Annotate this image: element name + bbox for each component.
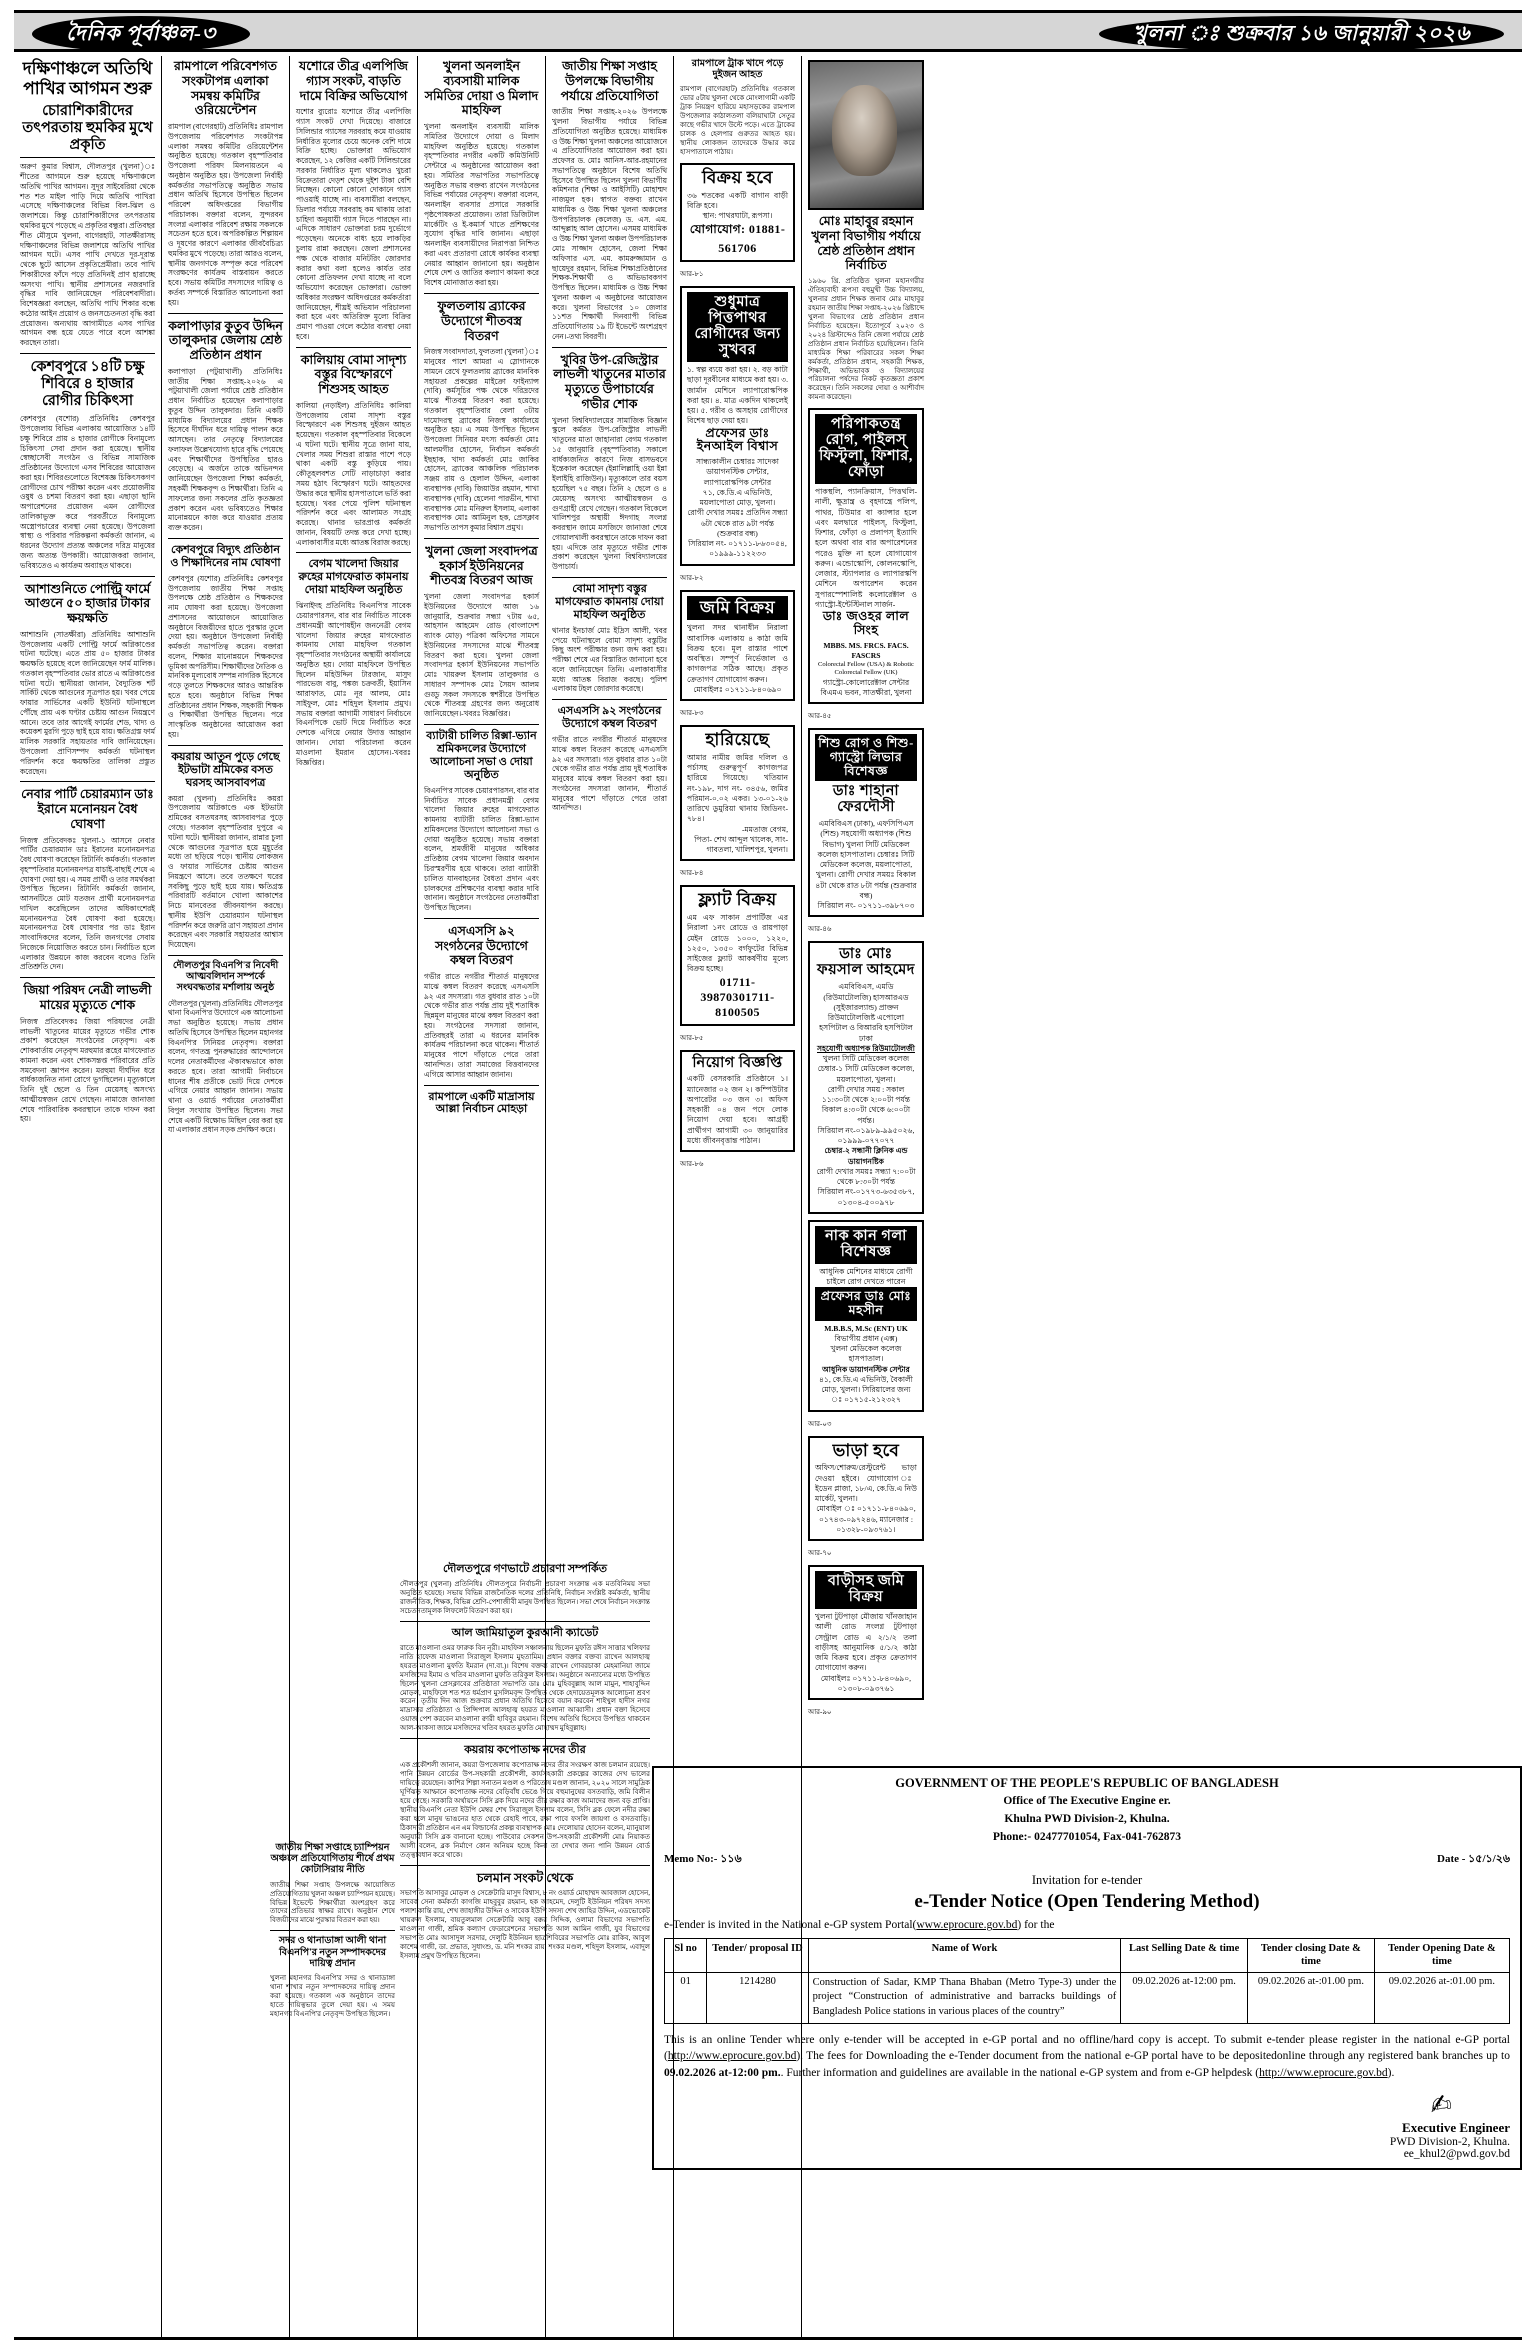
ad-jomi-ref: আর-৮৩ [680,709,704,718]
ad-gallstone-title: শুধুমাত্র পিত্তপাথর রোগীদের জন্য সুখবর [687,292,788,362]
ad-hariyeche-body: আমার নামীয় জমির দলিল ও পর্চাসহ গুরুত্বপূর্ণ কাগজপত্র হারিয়ে গিয়েছে। খতিয়ান নং-১৯৮, দাগ নং- ৩৪৫৬, জমির পরিমান-০.০২ একর। ১৩-০১-২৬ তারিখে ডুমুরিয়া থানায় জিডিনং- ৭৮৪। [687,752,788,824]
tender-notice [652,1766,1522,2170]
footer-rule [14,2337,1522,2340]
tender-note-url-1[interactable]: http://www.eprocure.gov.bd [667,2050,797,2063]
c2-body-4: কয়রা (খুলনা) প্রতিনিধিঃ কয়রা উপজেলায় অগ্নিকাণ্ডে এক ইটভাটা শ্রমিকের বসতঘরসহ আসবাবপত্র পুড়ে গেছে। গতকাল বৃহস্পতিবার দুপুরে এ ঘটনা ঘটে। স্থানীয়রা জানান, রান্নার চুলা থেকে আগুনের সূত্রপাত হয়ে মুহূর্তের মধ্যে তা ছড়িয়ে পড়ে। স্থানীয় লোকজন ও ফায়ার সার্ভিসের চেষ্টায় আগুন নিয়ন্ত্রণে আসে। তবে ততক্ষণে ঘরের সবকিছু পুড়ে ছাই হয়ে যায়। ক্ষতিগ্রস্ত পরিবারটি বর্তমানে খোলা আকাশের নিচে মানবেতর জীবনযাপন করছে। স্থানীয় ইউপি চেয়ারম্যান ঘটনাস্থল পরিদর্শন করে জরুরি ত্রাণ সহায়তা প্রদান করেছেন এবং সরকারি সহায়তার আশ্বাস দিয়েছেন। [168,793,283,950]
ad-gallstone[interactable] [680,286,795,565]
tender-lead [664,1919,1510,1931]
tender-lead-pre: e-Tender is invited in the National e-GP system Portal( [664,1919,917,1932]
c4-headline-4: ব্যাটারী চালিত রিক্সা-ভ্যান শ্রমিকদলের উদ্যোগে আলোচনা সভা ও দোয়া অনুষ্ঠিত [426,730,537,781]
c4-body-5: গভীর রাতে নগরীর শীতার্ত মানুষদের মাঝে কম্বল বিতরণ করেছে এসএসসি ৯২ এর সদস্যরা। গত বুধবার রাত ১০টা থেকে গভীর রাত পর্যন্ত প্রায় দুই শতাধিক ছিন্নমূল মানুষের মাঝে কম্বল বিতরণ করা হয়। সংগঠনের সদস্যরা জানান, প্রতিবছরই তারা এ ধরনের মানবিক কার্যক্রম পরিচালনা করে থাকেন। শীতার্ত মানুষের পাশে দাঁড়াতে পেরে তারা আনন্দিত। তারা সমাজের বিত্তবানদের এগিয়ে আসার আহ্বান জানান। [424,972,539,1079]
td-opening: 09.02.2026 at-:01.00 pm. [1374,1972,1509,2023]
ad-gallstone-doctor: প্রফেসর ডাঃ ইনআইল বিশ্বাস [696,425,779,454]
bottom-body-1: দৌলতপুর (খুলনা) প্রতিনিধিঃ দৌলতপুরে নির্বাচনী প্রচারণা সংক্রান্ত এক মতবিনিময় সভা অনুষ্ঠিত হয়েছে। সভায় বিভিন্ন রাজনৈতিক দলের প্রতিনিধি, নির্বাচন সংশ্লিষ্ট কর্মকর্তা, স্থানীয় রাজনীতিক, শিক্ষক, বিভিন্ন শ্রেণি-পেশাজীবী মানুষ উপস্থিত ছিলেন। সভা শেষে নির্বাচন সংক্রান্ত সচেতনতামূলক লিফলেট বিতরণ করা হয়। [400,1579,650,1615]
ad-flat-title: ফ্ল্যাট বিক্রয় [698,890,777,910]
ad-jomi-title: জমি বিক্রয় [687,596,788,621]
c1-headline-5: জিয়া পরিষদ নেত্রী লাভলী মায়ের মৃত্যুতে শোক [23,983,152,1012]
ad-colorectal-address: বিএমএ ভবন, সাতক্ষীরা, খুলনা [820,687,912,697]
tender-table [664,1938,1510,2023]
ad-rheumatology-time: রোগী দেখার সময় : সকাল ১১:৩০টা থেকে ২:০০টা পর্যন্ত বিকাল ৪:৩০টা থেকে ৬:০০টা পর্যন্ত। [821,1084,911,1125]
ad-gallstone-time: রোগী দেখার সময়ঃ প্রতিদিন সন্ধ্যা ৬টা থেকে রাত ৯টা পর্যন্ত (শুক্রবার বন্ধ) [687,508,788,538]
ad-rheumatology[interactable] [808,941,924,1213]
ad-ent-title: নাক কান গলা বিশেষজ্ঞ [815,1226,917,1264]
column-1 [14,56,162,2338]
c2-headline-3: কেশবপুরে বিদ্যুৎ প্রতিষ্ঠান ও শিক্ষাদিনের নাম ঘোষণা [170,543,281,569]
ad-hariyeche-ref: আর-৮৪ [680,869,704,878]
portrait-photo [808,60,924,210]
td-work: Construction of Sadar, KMP Thana Bhaban (Metro Type-3) under the project “Construction of administrative and barracks buildings of Bangladesh Police stations in various places of the country” [808,1972,1121,2023]
c4-body-4: বিএনপি'র সাবেক চেয়ারপারসন, বার বার নির্বাচিত সাবেক প্রধানমন্ত্রী বেগম খালেদা জিয়ার রুহের মাগফেরাত কামনায় ব্যাটারী চালিত রিক্সা-ভ্যান শ্রমিকদলের উদ্যোগে আলোচনা সভা ও দোয়া অনুষ্ঠিত হয়েছে। সভায় বক্তারা বলেন, শ্রমজীবী মানুষের অধিকার প্রতিষ্ঠায় বেগম খালেদা জিয়ার অবদান চিরস্মরণীয় হয়ে থাকবে। তারা ব্যাটারী চালিত যানবাহনের বৈধতা প্রদান এবং চালকদের প্রশিক্ষণের ব্যবস্থা করার দাবি জানান। অনুষ্ঠানে সংগঠনের নেতাকর্মীরা উপস্থিত ছিলেন। [424,785,539,913]
bottom-body-6: খুলনা মহানগর বিএনপি'র সদর ও থানাডাঙ্গা থানা শাখার নতুন সম্পাদকদের দায়িত্ব প্রদান করা হয়েছে। গতকাল এক অনুষ্ঠানে তাদের হাতে দায়িত্বভার তুলে দেয়া হয়। এ সময় মহানগর বিএনপি'র নেতৃবৃন্দ উপস্থিত ছিলেন। [270,1973,395,2018]
ad-bikroy-body: ৩৬ শতকের একটি বাগান বাড়ী বিক্রি হবে। [687,190,788,210]
ad-ent-role: বিভাগীয় প্রধান (এক্স) [834,1333,898,1343]
tender-gov-line: GOVERNMENT OF THE PEOPLE'S REPUBLIC OF BANGLADESH [895,1776,1279,1790]
bottom-headline-6: সদর ও থানাডাঙ্গা আলী থানা বিএনপি'র নতুন সম্পাদকদের দায়িত্ব প্রদান [278,1936,387,1969]
ad-hariyeche-address: পিতা- শেখ আব্দুল খালেক, সাং- গাবতলা, খালিশপুর, খুলনা। [694,834,788,855]
bottom-body-2: রাতে মাওলানা ওমর ফারুক বিন নূরী। মাহফিল সঞ্চালনায় ছিলেন মুফতি রঈস সাত্তার খলিফার নাতি হাফেজ মাওলানা সিরাজুল ইসলাম মুহতামিম। প্রধান বক্তার বক্তব্য রাখেন আলহাজ্ব হযরত মাওলানা মুফতি ইমরান (দা.বা.)। বিশেষ বক্তব্য রাখেন গোবরচাকা মেহমানিয়া জামে মসজিদের ইমাম ও খতিব মাওলানা মুফতি তরিকুল ইসলাম। অনুষ্ঠানে অন্যান্যের মধ্যে উপস্থিত ছিলেন খুলনা প্রেসক্লাবের প্রতিষ্ঠাতা সভাপতি ডাঃ মোঃ মুহিববুল্লাহ আল মামুন, শাহাবুদ্দিন মোড়ল, মাহফিলে শত শত ধর্মপ্রাণ মুসলিমবৃন্দ উপস্থিত থেকে হেদায়েতমূলক আলোচনা শ্রবণ করেন। তৃতীয় দিন আজ শুক্রবার প্রধান অতিথি হিসেবে বয়ান করবেন শাইখুল হাদীস নগর মাদ্রাসার প্রতিষ্ঠাতা ও প্রিন্সিপাল আলহাজ্ব হযরত মাওলানা আব্বাসী। প্রধান বক্তা হিসেবে ওয়াজ পেশ করবেন মাওলানা ক্বারী হাবিবুর রহমান। বিশেষ অতিথি হিসেবে উপস্থিত থাকবেন আল-আকসা জামে মসজিদের খতিব হযরত মুফতি মোহাম্মদ মুহিবুল্লাহ। [400,1643,650,1733]
ad-bhara-body: অফিস/শোরুম/রেস্টুরেন্ট ভাড়া দেওয়া হইবে। যোগাযোগ ঃ ইডেন প্লাজা, ১৮/এ, কে.ডি.এ নিউ মার্কেট, খুলনা। [815,1463,917,1504]
photo-caption-body: ১৯৬০ খ্রি. প্রতিষ্ঠিত খুলনা মহানগরীর ঐতিহ্যবাহী রূপসা বহুমুখী উচ্চ বিদ্যালয়, খুলনার প্রধান শিক্ষক জনাব মোঃ মাহাবুর রহমান জাতীয় শিক্ষা সপ্তাহ-২০২৬ খ্রিষ্টাব্দে খুলনা বিভাগের শ্রেষ্ঠ প্রতিষ্ঠান প্রধান নির্বাচিত হয়েছেন। ইতোপূর্বে ২০২৩ ও ২০২৪ খ্রিস্টাব্দেও তিনি জেলা পর্যায়ে শ্রেষ্ঠ প্রতিষ্ঠান প্রধান নির্বাচিত হয়েছিলেন। তিনি মাধ্যমিক শিক্ষা পরিবারের সকল শিক্ষা কর্মকর্তা, প্রতিষ্ঠান প্রধান, সহকারী শিক্ষক, শিক্ষার্থী, অভিভাবক ও বিদ্যালয়ের পরিচালনা পর্ষদের নিকট কৃতজ্ঞতা প্রকাশ করেছেন। তিনি সকলের দোয়া ও আশীর্বাদ কামনা করেছেন। [808,277,924,402]
ad-pediatric-ref: আর-৪৬ [808,925,832,934]
ad-pediatric[interactable] [808,728,924,917]
masthead-title-left: দৈনিক পূর্বাঞ্চল-৩ [32,16,250,52]
tender-note-p2: ). The fees for Downloading the e-Tender document from the national e-GP portal have to be depositedonline through any registered bank branches up to [796,2050,1510,2063]
ad-rheumatology-body: এমবিবিএস, এমডি (রিউমাটোলজি) হাসআরএড (সুইজারল্যান্ড) প্রাক্তন রিউমাটোলজিষ্ট এপোলো হসপিটাল ও বিআরবি হসপিটাল ঢাকা [819,982,913,1043]
ad-ent-chamber: আধুনিক ডায়াগনস্টিক সেন্টার [822,1364,910,1374]
ad-bikroy-hobe[interactable] [680,163,795,262]
c4-headline-5: এসএসসি ৯২ সংগঠনের উদ্যোগে কম্বল বিতরণ [435,923,528,968]
table-row [665,1972,1510,2023]
ad-jomi-body: খুলনা সদর থানাধীন নিরালা আবাসিক এলাকায় ৪ কাঠা জমি বিক্রয় হবে। মূল রাস্তার পাশে অবস্থিত। সম্পূর্ণ নির্ভেজাল ও কাগজপত্র সঠিক আছে। প্রকৃত ক্রেতাগণ যোগাযোগ করুন। [687,623,788,684]
ad-colorectal-doctor: ডাঃ জওহর লাল সিংহ [822,609,910,637]
ad-bari-jomi-ref: আর-৯০ [808,1708,832,1716]
tender-note-p1: This is an online Tender where only e-tender will be accepted in e-GP portal and no offline/hard copy is accept. To submit e-tender please register in the national e-GP portal ( [664,2033,1510,2063]
th-sl: Sl no [665,1939,707,1972]
td-closing: 09.02.2026 at-:01.00 pm. [1248,1972,1375,2023]
tender-sign-email[interactable]: ee_khul2@pwd.gov.bd [1403,2147,1510,2160]
bottom-body-5: জাতীয় শিক্ষা সপ্তাহ উপলক্ষে আয়োজিত প্রতিযোগিতায় খুলনা অঞ্চল চ্যাম্পিয়ন হয়েছে। বিভিন্ন ইভেন্টে শিক্ষার্থীরা অংশগ্রহণ করে তাদের প্রতিভার স্বাক্ষর রাখে। অনুষ্ঠান শেষে বিজয়ীদের মাঝে পুরস্কার বিতরণ করা হয়। [270,1880,395,1925]
th-work: Name of Work [808,1939,1121,1972]
ad-bikroy-title: বিক্রয় হবে [701,168,774,188]
c2-body-3: কেশবপুর (যশোর) প্রতিনিধিঃ কেশবপুর উপজেলায় জাতীয় শিক্ষা সপ্তাহ উপলক্ষে শ্রেষ্ঠ প্রতিষ্ঠান ও শিক্ষকদের নাম ঘোষণা করা হয়েছে। উপজেলা প্রশাসনের আয়োজনে আয়োজিত অনুষ্ঠানে বিজয়ীদের হাতে পুরস্কার তুলে দেয়া হয়। অনুষ্ঠানে উপজেলা নির্বাহী কর্মকর্তা সভাপতিত্ব করেন। বক্তারা বলেন, শিক্ষার মানোন্নয়নে শিক্ষকদের ভূমিকা অপরিসীম। শিক্ষার্থীদের নৈতিক ও মানবিক মূল্যবোধ সম্পন্ন নাগরিক হিসেবে গড়ে তুলতে শিক্ষকদের আরও আন্তরিক হতে হবে। অনুষ্ঠানে বিভিন্ন শিক্ষা প্রতিষ্ঠানের প্রধান শিক্ষক, সহকারী শিক্ষক ও শিক্ষার্থীরা উপস্থিত ছিলেন। পরে সাংস্কৃতিক অনুষ্ঠানের আয়োজন করা হয়। [168,573,283,739]
tender-date: Date - ১৫/১/২৬ [1437,1853,1510,1866]
ad-niyog-biggopti[interactable] [680,1050,795,1153]
c2-headline-5: দৌলতপুর বিএনপি'র নিবেদী আত্মবলিদান সম্পর্কে সংঘবদ্ধতার মর্শালায় অনুষ্ঠ [172,960,279,994]
bottom-headline-2: আল জামিয়াতুল কুরআনী ক্যাডেট [451,1626,599,1639]
bottom-headline-3: কয়রায় কপোতাক্ষ নদের তীর [464,1744,586,1757]
ad-ent-ref: আর-০৩ [808,1419,832,1428]
ad-gallstone-serial[interactable]: সিরিয়াল নং- ০১৭১১-৮৬৩০৫৪, ০১৯৯৯-১১২২৩৩ [688,539,787,559]
c3-headline-1: যশোরে তীব্র এলপিজি গ্যাস সংকট, বাড়তি দামে বিক্রির অভিযোগ [299,59,408,103]
ad-gallstone-body: ১. স্বল্প ব্যয়ে করা হয়। ২. বড় কাটা ছাড়া দূরবীনের মাধ্যমে করা হয়। ৩. জার্মান মেশিনে ল্যাপারোস্কপিক করা হয়। ৪. মাত্র একদিন থাকলেই হয়। ৫. গরীব ও অসহায় রোগীদের বিশেষ ছাড় দেয়া হয়। [687,365,788,426]
td-id: 1214280 [707,1972,808,2023]
ad-bari-jomi-mobile[interactable]: মোবাইলঃ ০১৭১১-৮৪০৬৯০, ০১৩০৮-০৯৩৭৬১ [820,1673,912,1693]
c5-body-3: থানার ইনচার্জ মোঃ ইদ্রিস আলী, খবর পেয়ে ঘটনাস্থলে বোমা সাদৃশ্য বস্তুটির কিছু অংশ পরীক্ষার জন্য জব্দ করা হয়। পরীক্ষা শেষে এর বিস্তারিত জানানো হবে বলে জানিয়েছেন তিনি। এলাকাবাসীর মধ্যে আতঙ্ক বিরাজ করছে। পুলিশ এলাকায় টহল জোরদার করেছে। [552,625,667,694]
ad-colorectal-degrees: MBBS. MS. FRCS. FACS. FASCRS [823,640,909,660]
ad-rheumatology-role: সহযোগী অধ্যাপক রিউমাটোলজী [817,1043,915,1053]
c2-headline-1: রামপালে পরিবেশগত সংকটাপন্ন এলাকা সমন্বয় কমিটির ওরিয়েন্টেশন [174,59,277,118]
tender-note-deadline: 09.02.2026 at-12:00 pm. [664,2066,781,2079]
th-closing: Tender closing Date & time [1248,1939,1375,1972]
ad-bhara-hobe[interactable] [808,1436,924,1541]
ad-rheumatology-clinic2: চেম্বার-২ সন্ধানী ক্লিনিক এন্ড ডায়াগনষ্টিক [824,1146,908,1166]
c1-body-5: নিজস্ব প্রতিবেদকঃ জিয়া পরিষদের নেত্রী লাভলী খাতুনের মায়ের মৃত্যুতে গভীর শোক প্রকাশ করেছেন সংগঠনের নেতৃবৃন্দ। এক শোকবার্তায় নেতৃবৃন্দ মরহুমার রূহের মাগফেরাত কামনা করেন এবং শোকসন্তপ্ত পরিবারের প্রতি সমবেদনা জ্ঞাপন করেন। মরহুমা দীর্ঘদিন ধরে বার্ধক্যজনিত নানা রোগে ভুগছিলেন। মৃত্যুকালে তিনি দুই ছেলে ও তিন মেয়েসহ অসংখ্য আত্মীয়স্বজন রেখে গেছেন। নামাজে জানাজা শেষে পারিবারিক কবরস্থানে তাকে দাফন করা হয়। [20,1016,155,1124]
ad-bhara-mobile[interactable]: মোবাইল ঃ ০১৭১১-৮৪০৬৯০, ০১৭৪৩-০৯৭২৪৬, ম্যানেজার : ০১৩২৮-০৯৩৭৬১। [816,1504,916,1534]
ad-colorectal-fellowship: Colorectal Fellow (USA) & Robotic Colorectal Fellow (UK) [818,661,914,677]
ad-bari-jomi-body: খুলনা টুটপাড়া মৌজায় খাঁনজাহান আলী রোড সংলগ্ন টুটপাড়া সেন্ট্রাল রোড এ ২/১/২ তলা বাড়ীসহ আনুমানিক ৫/১/২ কাঠা জমি বিক্রয় হবে। প্রকৃত ক্রেতাগণ যোগাযোগ করুন। [815,1612,917,1673]
tender-office-3: Phone:- 02477701054, Fax-041-762873 [992,1831,1182,1844]
lead-subhead: চোরাশিকারীদের তৎপরতায় হুমকির মুখে প্রকৃতি [20,103,155,158]
c1-body-4: নিজস্ব প্রতিবেদকঃ খুলনা-১ আসনে নেবার পার্টির চেয়ারম্যান ডাঃ ইরানের মনোনয়নপত্র বৈধ ঘোষণা করেছেন রিটার্নিং কর্মকর্তা। গতকাল বৃহস্পতিবার মনোনয়নপত্র যাচাই-বাছাই শেষে এ ঘোষণা দেয়া হয়। এ সময় প্রার্থী ও তার সমর্থকরা উপস্থিত ছিলেন। রিটার্নিং কর্মকর্তা জানান, আসনটিতে মোট যতজন প্রার্থী মনোনয়নপত্র দাখিল করেছিলেন তাদের অধিকাংশেরই মনোনয়নপত্র বৈধ ঘোষণা করা হয়েছে। মনোনয়নপত্র বৈধ ঘোষণার পর ডাঃ ইরান সাংবাদিকদের বলেন, তিনি জনগণের সেবায় নিজেকে নিয়োজিত করতে চান। নির্বাচিত হলে এলাকার উন্নয়নে কাজ করবেন বলেও তিনি প্রতিশ্রুতি দেন। [20,835,155,972]
c4-body-2: নিজস্ব সংবাদদাতা, ফুলতলা (খুলনা)ঃ মানুষের পাশে আমরা এ স্লোগানকে সামনে রেখে ফুলতলায় ব্র্যাকের মানবিক সহায়তা প্রকল্পের মাইক্রো ফাইন্যান্স (দাবি) কর্মসূচির পক্ষ থেকে দরিদ্রদের মাঝে শীতবস্ত্র বিতরণ করা হয়েছে। গতকাল বৃহস্পতিবার বেলা ৩টায় দামোদরস্থ ব্র্যাকের নিজস্ব কার্যালয়ে অনুষ্ঠিত হয়। এ সময় উপস্থিত ছিলেন উপজেলা সিনিয়র মৎস্য কর্মকর্তা মোঃ আলমগীর হোসেন, নির্বাচন কর্মকর্তা ইছহাক, খাদ্য কর্মকর্তা মোঃ জাকির হোসেন, ব্র্যাকের আঞ্চলিক পরিচালক সঞ্জয় রায় ও হেলাল উদ্দিন, এলাকা ব্যবস্থাপক (দাবি) জিয়াউর রহমান, শাখা ব্যবস্থাপক (দাবি) হেলেনা পারভীন, শাখা ব্যবস্থাপক মোঃ মনিরুল ইসলাম, এলাকা ব্যবস্থাপক মোঃ আমিনুল হক, প্রেসক্লাব সভাপতি তাপস কুমার বিশ্বাস প্রমুখ। [424,347,539,533]
ad-niyog-body: একটি বেসরকারি প্রতিষ্ঠানে ১। ম্যানেজার ০২ জন ২। কম্পিউটার অপারেটর ০৩ জন ৩। অফিস সহকারী ০৪ জন পদে লোক নিয়োগ দেয়া হবে। আগ্রহী প্রার্থীগণ আগামী ৩০ জানুয়ারির মধ্যে জীবনবৃত্তান্ত পাঠান। [687,1074,788,1145]
bottom-mid-stories [270,1840,395,2023]
ad-flat-ref: আর-৮৫ [680,1033,704,1042]
ad-pediatric-body: এমবিবিএস (ঢাকা), এফসিপিএস (শিশু) সহযোগী অধ্যাপক (শিশু বিভাগ) খুলনা সিটি মেডিকেল কলেজ হাসপাতাল। চেম্বারঃ সিটি মেডিকেল কলেজ, ময়লাপোতা, খুলনা। রোগী দেখার সময়ঃ বিকাল ৪টা থেকে রাত ৮টা পর্যন্ত (শুক্রবার বন্ধ) [815,819,917,900]
tender-lead-post: ) for the [1017,1919,1055,1932]
bottom-body-3: এক প্রকৌশলী জানান, কয়রা উপজেলায় কপোতাক্ষ নদের তীর সংরক্ষণ কাজ চলমান রয়েছে। পানি উন্নয়ন বোর্ডের উপ-সহকারী প্রকৌশলী, কার্যসহকারী প্রকল্পের কাজের দেখ ভালের দায়িত্বে রয়েছেন। কাশির শিল্পা সনাতন মণ্ডল ও পরিতোষ মণ্ডল জানান, ২০২০ সালে সামুদ্রিক ঘূর্ণিঝড় আম্ফানে কপোতাক্ষ নদের বেড়িবাঁধ ভেঙে গিয়ে বহুমানুষের বসতবাড়ি, জমি বিলীন হয়ে গেছে। সরকারি অর্থায়নে সিসি ব্লক দিয়ে নদের তীর রক্ষার কাজ আমাদের জন্য বড় প্রাপ্তি। স্থানীয় বিএনপি নেতা ইউপি মেম্বর শেখ সিরাজুল ইসলাম বলেন, সিসি ব্লক ফেলে নদীর রক্ষা করা হলে মানুষ ভাঙনের হাত থেকে রেহাই পাবে, রক্ষা পাবে ফসলি জায়গা ও বসতবাড়ি। ঠিকাদারী প্রতিষ্ঠান এন এম বিল্ডার্সের প্রকল্প ব্যবস্থাপক মোঃ দেলোয়ার হোসেন বলেন, ম্যানুয়াল অনুযায়ী সিসি ব্লক বানানো হচ্ছে। পাউবোর সেকশন উপ-সহকারী প্রকৌশলী মোঃ নিয়াকত আলী বলেন, ব্লক নির্মাণে কোন অনিয়ম হচ্ছে কিনা তা দেখার জন্য পানি উন্নয়ন বোর্ড তত্ত্বাবধান করে থাকে। [400,1761,650,1859]
ad-ent-sub: আধুনিক মেশিনের মাধ্যমে রোগী চাইলে রোগ দেখতে পারেন [819,1266,913,1286]
ad-colorectal-chamber: গ্যাস্ট্রো-কোলোরেক্টাল সেন্টার [822,677,910,687]
signature-icon: ✍ [1428,2088,1454,2121]
tender-office-2: Khulna PWD Division-2, Khulna. [1004,1813,1170,1826]
bottom-headline-5: জাতীয় শিক্ষা সপ্তাহে চ্যাম্পিয়ন অঞ্চলে প্রতিযোগিতায় শীর্ষে প্রথম কোটাসিরায় নীতি [270,1843,395,1876]
ad-bari-jomi[interactable] [808,1565,924,1700]
ad-colorectal-body: পাকস্থলি, প্যানক্রিয়াস, পিত্তথলি-নালী, ক্ষুদ্রান্ত্র ও বৃহদান্ত্রে পলিপ, পাথর, টিউমার বা ক্যান্সার হলে এবং মলদ্বারে পাইলস্, ফিস্টুলা, ফিশার, ফোঁড়া ও প্রলাপস্ ইত্যাদি হলে অথবা বার বার অপারেশনের পরেও মুক্তি না হলে যোগাযোগ করুন। এন্ডোস্কোপি, কোলনস্কোপি, লেজার, স্ট্যাপলার ও ল্যাপারস্কপি মেশিনে অপারেশন করেন সুপারস্পেশালিষ্ট কলোরেক্টাল ও গ্যাস্ট্রো-ইন্টেস্টিনাল সার্জন- [815,487,917,609]
ad-rheumatology-time2: রোগী দেখার সময়ঃ সন্ধ্যা ৭:০০টা থেকে ৮:৩০টা পর্যন্ত [816,1166,916,1187]
c4-body-3: খুলনা জেলা সংবাদপত্র হকার্স ইউনিয়নের উদ্যোগে আজ ১৬ জানুয়ারি, শুক্রবার সন্ধ্যা ৭টায় ৬৫, আহসান আহমেদ রোড (বাংলাদেশ ব্যাংক মোড়) পত্রিকা অফিসের সামনে ইউনিয়নের সদস্যদের মাঝে শীতবস্ত্র বিতরণ করা হবে। খুলনা জেলা সংবাদপত্র হকার্স ইউনিয়নের সভাপতি মোঃ খায়রুল ইসলাম তালুকদার ও সাধারণ সম্পাদক মোঃ সৈয়দ আলম গুড্ডু সকল সদস্যকে স্বশরীরে উপস্থিত থেকে শীতবস্ত্র গ্রহণের জন্য অনুরোধ জানিয়েছেন।-খবরঃ বিজ্ঞপ্তির। [424,592,539,719]
tender-invitation: Invitation for e-tender [1031,1873,1143,1888]
c3-body-2: কালিয়া (নড়াইল) প্রতিনিধিঃ কালিয়া উপজেলায় বোমা সাদৃশ্য বস্তুর বিস্ফোরণে এক শিশুসহ দুইজন আহত হয়েছেন। গতকাল বৃহস্পতিবার বিকেলে এ ঘটনা ঘটে। স্থানীয় সূত্রে জানা যায়, খেলার সময় শিশুরা রাস্তার পাশে পড়ে থাকা একটি বস্তু কুড়িয়ে পায়। কৌতূহলবশত সেটি নাড়াচাড়া করার সময় হঠাৎ বিস্ফোরণ ঘটে। আহতদের উদ্ধার করে স্থানীয় হাসপাতালে ভর্তি করা হয়েছে। খবর পেয়ে পুলিশ ঘটনাস্থল পরিদর্শন করে এবং আলামত সংগ্রহ করেছে। থানার ভারপ্রাপ্ত কর্মকর্তা জানান, বিষয়টি তদন্ত করে দেখা হচ্ছে। এলাকাবাসীর মধ্যে আতঙ্ক বিরাজ করছে। [296,400,411,547]
ad-pediatric-serial[interactable]: সিরিয়াল নং- ০১৭১১-৩৯৮৭০৩ [817,901,915,911]
ad-ent[interactable] [808,1220,924,1412]
photo-caption-headline: মোঃ মাহাবুর রহমান খুলনা বিভাগীয় পর্যায়ে শ্রেষ্ঠ প্রতিষ্ঠান প্রধান নির্বাচিত [811,214,921,273]
ad-ent-degrees: M.B.B.S, M.Sc (ENT) UK [824,1323,908,1333]
c5-headline-2: খুবির উপ-রেজিস্ট্রার লাভলী খাতুনের মাতার মৃত্যুতে উপাচার্যের গভীর শোক [553,352,666,411]
c1-headline-4: নেবার পার্টি চেয়ারম্যান ডাঃ ইরানে মনোনয়ন বৈধ ঘোষণা [21,787,154,831]
th-id: Tender/ proposal ID [707,1939,808,1972]
ad-colorectal[interactable] [808,408,924,704]
ad-bikroy-place: স্থান: পাথরঘাটা, রূপসা। [702,211,773,221]
c5-headline-1: জাতীয় শিক্ষা সপ্তাহ উপলক্ষে বিভাগীয় পর্যায়ে প্রতিযোগিতা [560,59,659,103]
bottom-headline-4: চলমান সংকট থেকে [476,1870,574,1885]
tender-title: e-Tender Notice (Open Tendering Method) [914,1891,1260,1913]
masthead [14,10,1522,52]
th-opening: Tender Opening Date & time [1374,1939,1509,1972]
ad-bhara-ref: আর-৭০ [808,1549,832,1558]
tender-portal-url[interactable]: www.eprocure.gov.bd [916,1919,1018,1932]
c6-body-1: রামপাল (বাগেরহাট) প্রতিনিধিঃ গতকাল ভোর ৫টায় খুলনা থেকে মোংলাগামী একটি ট্রাক নিয়ন্ত্রণ হারিয়ে মহাসড়কের রামপাল উপজেলার কাঠালতলা বলিয়াঘাটা সেতুর কাছে গভীর খাদে উল্টে পড়ে। এতে ট্রাকের চালক ও হেলপার গুরুতর আহত হয়। স্থানীয় লোকজন তাদেরকে উদ্ধার করে হাসপাতালে পাঠায়। [680,85,795,157]
c2-body-2: কলাপাড়া (পটুয়াখালী) প্রতিনিধিঃ জাতীয় শিক্ষা সপ্তাহ-২০২৬ এ পটুয়াখালী জেলা পর্যায়ে শ্রেষ্ঠ প্রতিষ্ঠান প্রধান নির্বাচিত হয়েছেন কলাপাড়ার কুতুব উদ্দিন তালুকদার। তিনি একটি মাধ্যমিক বিদ্যালয়ের প্রধান শিক্ষক হিসেবে দীর্ঘদিন ধরে দায়িত্ব পালন করে আসছেন। তার নেতৃত্বে বিদ্যালয়ের ফলাফল উল্লেখযোগ্য হারে বৃদ্ধি পেয়েছে এবং শিক্ষার্থীদের উপস্থিতির হারও বেড়েছে। এ অর্জনে তাকে অভিনন্দন জানিয়েছেন উপজেলা শিক্ষা কর্মকর্তা, সহকর্মী শিক্ষকবৃন্দ ও শিক্ষার্থীরা। তিনি এ সাফল্যের জন্য সকলের প্রতি কৃতজ্ঞতা প্রকাশ করেন এবং ভবিষ্যতেও শিক্ষার মানোন্নয়নে কাজ করে যাওয়ার প্রত্যয় ব্যক্ত করেন। [168,366,283,533]
c5-body-4: গভীর রাতে নগরীর শীতার্ত মানুষদের মাঝে কম্বল বিতরণ করেছে এসএসসি ৯২ এর সদস্যরা। গত বুধবার রাত ১০টা থেকে গভীর রাত পর্যন্ত প্রায় দুই শতাধিক মানুষের মাঝে কম্বল বিতরণ করা হয়। সংগঠনের সদস্যরা জানান, শীতার্ত মানুষের পাশে দাঁড়াতে পেরে তারা আনন্দিত। [552,735,667,813]
td-last-selling: 09.02.2026 at-12:00 pm. [1121,1972,1248,2023]
lead-body: অরুণ কুমার বিশ্বাস, দৌলতপুর (খুলনা)ঃ শীতের আগমনে শুরু হয়েছে দক্ষিণাঞ্চলে অতিথি পাখির আগমন। সুদূর সাইবেরিয়া থেকে শত শত মাইল পাড়ি দিয়ে অতিথি পাখিরা এসেছে দক্ষিণাঞ্চলের বিভিন্ন বিল-ঝিল ও জলাশয়ে। কিন্তু চোরাশিকারীদের তৎপরতায় হুমকির মুখে পড়েছে এ প্রকৃতির বন্ধুরা। প্রতিবছর শীত মৌসুমে খুলনা, বাগেরহাট, সাতক্ষীরাসহ দক্ষিণাঞ্চলের বিভিন্ন জলাশয়ে অতিথি পাখির আগমন ঘটে। এসব পাখি দেখতে দূর-দূরান্ত থেকে ছুটে আসেন প্রকৃতিপ্রেমীরা। তবে পাখি শিকারীদের ফাঁদে পড়ে প্রতিদিনই প্রাণ হারাচ্ছে অসংখ্য পাখি। স্থানীয় প্রশাসনের নজরদারি বৃদ্ধির দাবি জানিয়েছেন পরিবেশবাদীরা। বিশেষজ্ঞরা বলছেন, অতিথি পাখি শিকার বন্ধে কঠোর আইন প্রয়োগ ও জনসচেতনতা বৃদ্ধি করা প্রয়োজন। অন্যথায় আগামীতে এসব পাখির আগমন বন্ধ হয়ে যেতে পারে বলে আশঙ্কা করছেন তারা। [20,162,155,348]
ad-gallstone-address: ৭১, কে.ডি.এ এভিনিউ, ময়লাপোতা মোড়, খুলনা। [699,487,776,508]
c3-headline-3: বেগম খালেদা জিয়ার রুহের মাগফেরাত কামনায় দোয়া মাহফিল অনুষ্ঠিত [298,558,409,597]
c1-body-3: আশাশুনি (সাতক্ষীরা) প্রতিনিধিঃ আশাশুনি উপজেলায় একটি পোল্ট্রি ফার্মে অগ্নিকাণ্ডের ঘটনা ঘটেছে। এতে প্রায় ৫০ হাজার টাকার ক্ষয়ক্ষতি হয়েছে বলে জানিয়েছেন ফার্ম মালিক। গতকাল বৃহস্পতিবার ভোর রাতে এ অগ্নিকাণ্ডের ঘটনা ঘটে। স্থানীয়রা জানান, বৈদ্যুতিক শর্ট সার্কিট থেকে আগুনের সূত্রপাত হয়। খবর পেয়ে ফায়ার সার্ভিসের একটি ইউনিট ঘটনাস্থলে পৌঁছে প্রায় এক ঘণ্টার চেষ্টায় আগুন নিয়ন্ত্রণে আনে। তবে তার আগেই ফার্মের শেড, খাদ্য ও কয়েকশ মুরগি পুড়ে ছাই হয়ে যায়। ক্ষতিগ্রস্ত ফার্ম মালিক সরকারি সহায়তার দাবি জানিয়েছেন। উপজেলা প্রাণিসম্পদ কর্মকর্তা ঘটনাস্থল পরিদর্শন করে ক্ষয়ক্ষতির তালিকা প্রস্তুত করেছেন। [20,629,155,776]
ad-pediatric-title: শিশু রোগ ও শিশু-গ্যাস্ট্রো লিভার বিশেষজ্ঞ [815,734,917,781]
td-sl: 01 [665,1972,707,2023]
ad-rheumatology-serial2[interactable]: সিরিয়াল নং-০১৭৭৩-৬৩৫৩৮৭, ০১৩০৪-৫০০৯৭৮ [817,1187,915,1207]
ad-hariyeche[interactable] [680,725,795,861]
ad-niyog-ref: আর-৮৬ [680,1160,704,1169]
masthead-date-right: খুলনা ঃ শুক্রবার ১৬ জানুয়ারী ২০২৬ [1099,16,1504,52]
ad-flat-contact[interactable]: 01711- 39870301711- 8100505 [700,974,775,1019]
c2-headline-2: কলাপাড়ার কুতুব উদ্দিন তালুকদার জেলায় শ্রেষ্ঠ প্রতিষ্ঠান প্রধান [168,318,283,363]
column-4 [418,56,546,2338]
ad-colorectal-title: পরিপাকতন্ত্র রোগ, পাইলস্ ফিস্টুলা, ফিশার, ফোঁড়া [815,414,917,484]
c3-headline-2: কালিয়ায় বোমা সাদৃশ্য বস্তুর বিস্ফোরণে শিশুসহ আহত [300,352,407,397]
bottom-left-stories [400,1560,650,1965]
c3-body-3: ঝিনাইদহ প্রতিনিধিঃ বিএনপি'র সাবেক চেয়ারপারসন, বার বার নির্বাচিত সাবেক প্রধানমন্ত্রী আপোষহীন জননেত্রী বেগম খালেদা জিয়ার রুহের মাগফেরাত কামনায় দোয়া মাহফিল গতকাল বৃহস্পতিবার সংগঠনের অস্থায়ী কার্যালয়ে অনুষ্ঠিত হয়। দোয়া মাহফিলে উপস্থিত ছিলেন মহিউদ্দিন টারজান, মাসুদ পারভেজ বাবু, পঙ্কজ চক্রবর্তী, ইয়াসিন আরাফাত, মোঃ নূর আলম, মোঃ সাইফুল, মোঃ শহিদুল ইসলাম প্রমুখ। সভায় বক্তারা আগামী সাধারণ নির্বাচনে বিএনপিকে ভোট দিয়ে নির্বাচিত করে দেশকে এগিয়ে নেয়ার উদাত্ত আহ্বান জানান। দোয়া পরিচালনা করেন মাওলানা ইমরান হোসেন।-খবরঃ বিজ্ঞপ্তির। [296,601,411,767]
tender-sign-sub1: PWD Division-2, Khulna. [1389,2135,1510,2148]
c2-body-1: রামপাল (বাগেরহাট) প্রতিনিধিঃ রামপাল উপজেলায় পরিবেশগত সংকটাপন্ন এলাকা সমন্বয় কমিটির ওরিয়েন্টেশন অনুষ্ঠিত হয়েছে। গতকাল বৃহস্পতিবার উপজেলা পরিষদ মিলনায়তনে এ অনুষ্ঠান অনুষ্ঠিত হয়। উপজেলা নির্বাহী কর্মকর্তার সভাপতিত্বে অনুষ্ঠিত সভায় প্রধান অতিথি হিসেবে উপস্থিত ছিলেন পরিবেশ অধিদপ্তরের বিভাগীয় পরিচালক। বক্তারা বলেন, সুন্দরবন সংলগ্ন এলাকার পরিবেশ রক্ষায় সকলকে সচেতন হতে হবে। অপরিকল্পিত শিল্পায়ন ও দূষণের কারণে এলাকার জীববৈচিত্র্য হুমকির মুখে পড়েছে। তারা আরও বলেন, স্থানীয় জনগণকে সম্পৃক্ত করে পরিবেশ সংরক্ষণের কার্যক্রম বাস্তবায়ন করতে হবে। সভায় কমিটির সদস্যদের দায়িত্ব ও কর্তব্য সম্পর্কে বিস্তারিত আলোচনা করা হয়। [168,122,283,307]
tender-note-url-2[interactable]: http://www.eprocure.gov.bd [1259,2066,1388,2079]
tender-office-1: Office of The Executive Engine er. [1003,1795,1171,1807]
bottom-headline-1: দৌলতপুরে গণভাটে প্রচারণা সম্পর্কিত [442,1563,608,1575]
ad-niyog-title: নিয়োগ বিজ্ঞপ্তি [692,1054,783,1071]
tender-memo-no: Memo No:- ১১৬ [664,1853,742,1866]
c5-headline-3: বোমা সাদৃশ্য বস্তুর মাগফেরাত কামনায় দোয়া মাহফিল অনুষ্ঠিত [555,582,664,621]
ad-hariyeche-title: হারিয়েছে [705,730,770,750]
ad-jomi-contact[interactable]: মোবাইলঃ ০১৭১১-৮৪০৬৯০ [693,684,782,694]
c2-headline-4: কয়রায় আতুন পুড়ে গেছে ইটভাটা শ্রমিকের বসত ঘরসহ আসবাবপত্র [171,750,280,789]
ad-ent-doctor: প্রফেসর ডাঃ মোঃ মহসীন [815,1287,917,1321]
tender-note-p4: ). [1387,2066,1395,2079]
tender-note-p3: . Further information and guidelines are available in the national e-GP system and from e-GP helpdesk ( [780,2066,1260,2079]
ad-flat-bikroy[interactable] [680,885,795,1025]
c4-headline-1: খুলনা অনলাইন ব্যবসায়ী মালিক সমিতির দোয়া ও মিলাদ মাহফিল [424,59,539,118]
ad-jomi-bikroy[interactable] [680,590,795,701]
tender-table-header-row [665,1939,1510,1972]
ad-rheumatology-serial[interactable]: সিরিয়াল নং-০১৯৮৯-৯৯৫০২৬, ০১৯৯৯-০৭৭০৭৭ [817,1125,915,1146]
c2-body-5: দৌলতপুর (খুলনা) প্রতিনিধিঃ দৌলতপুর থানা বিএনপি'র উদ্যোগে এক আলোচনা সভা অনুষ্ঠিত হয়েছে। সভায় প্রধান অতিথি হিসেবে উপস্থিত ছিলেন মহানগর বিএনপি'র সিনিয়র নেতৃবৃন্দ। বক্তারা বলেন, গণতন্ত্র পুনরুদ্ধারের আন্দোলনে দলের নেতাকর্মীদের ঐক্যবদ্ধভাবে কাজ করতে হবে। তারা আগামী নির্বাচনে ধানের শীষ প্রতীকে ভোট দিয়ে দেশকে এগিয়ে নেয়ার আহ্বান জানান। সভায় থানা ও ওয়ার্ড পর্যায়ের নেতাকর্মীরা বিপুল সংখ্যায় উপস্থিত ছিলেন। সভা শেষে একটি বিক্ষোভ মিছিল বের করা হয় যা এলাকার প্রধান সড়ক প্রদক্ষিণ করে। [168,998,283,1135]
c3-body-1: যশোর ব্যুরোঃ যশোরে তীব্র এলপিজি গ্যাস সংকট দেখা দিয়েছে। বাজারে সিলিন্ডার গ্যাসের সরবরাহ কমে যাওয়ায় নির্ধারিত মূল্যের চেয়ে অনেক বেশি দামে বিক্রি হচ্ছে। ভোক্তারা অভিযোগ করেছেন, ১২ কেজির একটি সিলিন্ডারের সরকার নির্ধারিত মূল্য থাকলেও খুচরা বিক্রেতারা দেড়শ থেকে দুইশ টাকা বেশি নিচ্ছেন। কোনো কোনো দোকানে গ্যাস পাওয়াই যাচ্ছে না। ব্যবসায়ীরা বলছেন, ডিলার পর্যায়ে সরবরাহ কম থাকায় তারা চাহিদা অনুযায়ী গ্যাস দিতে পারছেন না। এদিকে সাধারণ ভোক্তারা চরম দুর্ভোগে পড়েছেন। অনেকে বাধ্য হয়ে লাকড়ির চুলায় রান্না করছেন। জেলা প্রশাসনের পক্ষ থেকে বাজার মনিটরিং জোরদার করার কথা বলা হলেও কার্যত তার কোনো প্রতিফলন দেখা যাচ্ছে না বলে অভিযোগ করেছেন ভোক্তারা। ভোক্তা অধিকার সংরক্ষণ অধিদপ্তরের কর্মকর্তারা জানিয়েছেন, শীঘ্রই অভিযান পরিচালনা করা হবে এবং অতিরিক্ত মূল্যে বিক্রির প্রমাণ পাওয়া গেলে কঠোর ব্যবস্থা নেয়া হবে। [296,107,411,341]
ad-bari-jomi-title: বাড়ীসহ জমি বিক্রয় [815,1571,917,1609]
c5-body-1: জাতীয় শিক্ষা সপ্তাহ-২০২৬ উপলক্ষে খুলনা বিভাগীয় পর্যায়ে বিভিন্ন প্রতিযোগিতা অনুষ্ঠিত হয়েছে। মাধ্যমিক ও উচ্চ শিক্ষা খুলনা অঞ্চলের আয়োজনে এ প্রতিযোগিতার আয়োজন করা হয়। প্রফেসর ড. মোঃ আনিস-আর-রহমানের সভাপতিত্বে অনুষ্ঠানে বিশেষ অতিথি হিসেবে উপস্থিত ছিলেন খুলনা বিভাগীয় কমিশনার (শিক্ষা ও আইসিটি) মোহাম্মদ নাজমুল হক। স্বাগত বক্তব্য রাখেন মাধ্যমিক ও উচ্চ শিক্ষা খুলনা অঞ্চলের উপপরিচালক (কলেজ) ড. এস. এম. আব্দুল্লাহ আল হোসেন। এসময় মাধ্যমিক ও উচ্চ শিক্ষা খুলনা অঞ্চল উপপরিচালক মোঃ সাজ্জাদ হোসেন, জেলা শিক্ষা অফিসার এস. এম. কামরুজ্জামান ও ছায়েদুর রহমান, বিভিন্ন শিক্ষাপ্রতিষ্ঠানের শিক্ষক-শিক্ষার্থী ও অভিভাবকগণ উপস্থিত ছিলেন। মাধ্যমিক ও উচ্চ শিক্ষা খুলনা অঞ্চল এ অনুষ্ঠানের আয়োজন করে। খুলনা বিভাগের ১০ জেলার ১১শত শিক্ষার্থী দিনব্যাপী বিভিন্ন প্রতিযোগিতায় ১৯ টি ইভেন্টে অংশগ্রহণ নেন।-তথ্য বিবরণী। [552,107,667,341]
ad-gallstone-ref: আর-৮২ [680,573,704,582]
c4-headline-6: রামপালে একটি মাদ্রাসায় আল্লা নির্বাচন মোহড়া [428,1090,535,1116]
lead-headline: দক্ষিণাঞ্চলে অতিথি পাখির আগমন শুরু [22,59,153,99]
tender-note [664,2032,1510,2082]
c6-headline-1: রামপালে ট্রাক খাদে পড়ে দুইজন আহত [691,59,784,81]
c1-body-2: কেশবপুর (যশোর) প্রতিনিধিঃ কেশবপুর উপজেলায় বিভিন্ন এলাকায় আয়োজিত ১৪টি চক্ষু শিবিরে প্রায় ৪ হাজার রোগীকে বিনামূল্যে চিকিৎসা সেবা প্রদান করা হয়েছে। স্থানীয় স্বেচ্ছাসেবী সংগঠন ও বিভিন্ন সামাজিক প্রতিষ্ঠানের উদ্যোগে এসব শিবিরের আয়োজন করা হয়। শিবিরগুলোতে বিশেষজ্ঞ চিকিৎসকগণ রোগীদের চোখ পরীক্ষা করেন এবং প্রয়োজনীয় ওষুধ ও চশমা বিতরণ করা হয়। এছাড়া ছানি অপারেশনের প্রয়োজন এমন রোগীদের তালিকাভুক্ত করে পরবর্তীতে বিনামূল্যে অস্ত্রোপচারের ব্যবস্থা নেয়া হয়েছে। উপজেলা স্বাস্থ্য ও পরিবার পরিকল্পনা কর্মকর্তা জানান, এ ধরনের উদ্যোগ প্রত্যন্ত অঞ্চলের দরিদ্র মানুষের জন্য অত্যন্ত উপকারী। আয়োজকরা জানান, ভবিষ্যতেও এ কার্যক্রম অব্যাহত থাকবে। [20,414,155,570]
ad-ent-address[interactable]: ৪১, কে.ডি.এ এভিনিউ, বৈকালী মোড়, খুলনা। সিরিয়ালের জন্য ঃ ০১৭১৫-২১২৩২৭ [819,1374,913,1405]
tender-sign-name: Executive Engineer [1402,2119,1510,2135]
ad-bikroy-contact[interactable]: যোগাযোগ: 01881-561706 [689,222,786,256]
ad-colorectal-ref: আর-৪৫ [808,712,832,721]
ad-rheumatology-clinic: খুলনা সিটি মেডিকেল কলেজ চেম্বার-১ সিটি মেডিকেল কলেজ, ময়লাপোতা, খুলনা। [817,1054,915,1084]
c1-headline-3: আশাশুনিতে পোল্ট্রি ফার্মে আগুনে ৫০ হাজার টাকার ক্ষয়ক্ষতি [24,581,151,626]
c1-headline-2: কেশবপুরে ১৪টি চক্ষু শিবিরে ৪ হাজার রোগীর চিকিৎসা [30,358,145,410]
th-last-selling: Last Selling Date & time [1121,1939,1248,1972]
ad-hariyeche-signer: -মমতাজ বেগম, [742,824,788,834]
ad-gallstone-clinic: সান্ধ্যকালীন চেম্বারঃ সাদেকা ডায়াগনস্টিক সেন্টার, ল্যাপারোস্কপিক সেন্টার [696,457,779,487]
c5-headline-4: এসএসসি ৯২ সংগঠনের উদ্যোগে কম্বল বিতরণ [557,705,662,731]
c4-headline-3: খুলনা জেলা সংবাদপত্র হকার্স ইউনিয়নের শীতবস্ত্র বিতরণ আজ [425,543,538,588]
c4-headline-2: ফুলতলায় ব্র্যাকের উদ্যোগে শীতবস্ত্র বিতরণ [437,299,526,343]
ad-bikroy-ref: আর-৮১ [680,270,704,279]
tender-signature-block [664,2090,1510,2160]
ad-rheumatology-doctor: ডাঃ মোঃ ফয়সাল আহমেদ [817,946,915,979]
ad-bhara-title: ভাড়া হবে [832,1440,900,1460]
ad-pediatric-doctor: ডাঃ শাহানা ফেরদৌসী [832,783,900,816]
bottom-body-4: সভাপতি আসাবুর মোড়ল ও সেক্রেটারি মাসুদ বিশ্বাস, ৮ নং ওয়ার্ড মোহাম্মদ আবজাল হোসেন, সাবেক সেনা কর্মকর্তা কাগজি মাহবুবুর রহমান, হক আহমেদ, দেলুটি ইউনিয়ন পরিষদ সদস্য পলাশ কান্তি রায়, শেখ জাহাঙ্গীর উদ্দিন ও সাবেক ইউপি সদস্য শেখ জাহির উদ্দিন, এডভোকেট খায়রুল ইসলাম, বায়তুলমাল সেক্রেটারি আবু বক্কর সিদ্দিক, ওলামা বিভাগের সভাপতি মাওলানা গাজী, শ্রমিক কল্যাণ ফেডারেশনের সভাপতি আল আমিন গাজী, যুব বিভাগের সভাপতি মোঃ আসাদুল সরদার, দেলুটি ইউনিয়ন ছাত্রশিবিরের সভাপতি মোঃ রাকিব, আবুল কাশেম গাজী, ডা. প্রভাত, সুধাংশু, ড. মনি শংকর রায়, শংকর মণ্ডল, শহিদুল ইসলাম, এবাদুল ইসলাম প্রমুখ উপস্থিত ছিলেন। [400,1889,650,1961]
c5-body-2: খুলনা বিশ্ববিদ্যালয়ের সামাজিক বিজ্ঞান স্কুলে কর্মরত উপ-রেজিস্ট্রার লাভলী খাতুনের মাতা জাহানারা বেগম গতকাল ১৫ জানুয়ারি (বৃহস্পতিবার) সকালে বার্ধক্যজনিত কারণে নিজ বাসভবনে ইন্তেকাল করেছেন (ইন্নালিল্লাহি ওয়া ইন্না ইলাইহি রাজিউন)। মৃত্যুকালে তার বয়স হয়েছিল ৭৫ বছর। তিনি ২ ছেলে ও ৪ মেয়েসহ অসংখ্য আত্মীয়স্বজন ও গুণগ্রাহী রেখে গেছেন। গতকাল বিকেলে খালিশপুর অস্থায়ী ঈদগাহ সংলগ্ন কবরস্থান জামে মসজিদে জানাজা শেষে গোয়ালখালী কবরস্থানে তাকে দাফন করা হয়। এদিকে তার মৃত্যুতে গভীর শোক প্রকাশ করেছেন খুলনা বিশ্ববিদ্যালয়ের উপাচার্য। [552,415,667,572]
ad-flat-body: এম এফ সাকান প্রপার্টিজ এর নিরালা ১নং রোডে ও রায়পাড়া মেইন রোডে ১০০০, ১২২০, ১২৫০, ১৩৫০ বর্গফুটের বিভিন্ন সাইজের ফ্ল্যাট আকর্ষণীয় মূল্যে বিক্রয় হচ্ছে। [687,913,788,974]
c4-body-1: খুলনা অনলাইন ব্যবসায়ী মালিক সমিতির উদ্যোগে দোয়া ও মিলাদ মাহফিল অনুষ্ঠিত হয়েছে। গতকাল বৃহস্পতিবার নগরীর একটি কমিউনিটি সেন্টারে এ অনুষ্ঠানের আয়োজন করা হয়। সমিতির সভাপতির সভাপতিত্বে অনুষ্ঠিত সভায় বক্তব্য রাখেন সংগঠনের বিভিন্ন পর্যায়ের নেতৃবৃন্দ। বক্তারা বলেন, অনলাইন ব্যবসার প্রসারে সরকারি পৃষ্ঠপোষকতা প্রয়োজন। তারা ডিজিটাল মার্কেটিং ও ই-কমার্স খাতে প্রশিক্ষণের সুযোগ বৃদ্ধির দাবি জানান। এছাড়া অনলাইন ব্যবসায়ীদের নিরাপত্তা নিশ্চিত করা এবং প্রতারণা রোধে কার্যকর ব্যবস্থা নেয়ার আহ্বান জানানো হয়। অনুষ্ঠান শেষে দেশ ও জাতির কল্যাণ কামনা করে বিশেষ মোনাজাত করা হয়। [424,122,539,288]
ad-ent-hospital: খুলনা মেডিকেল কলেজ হাসপাতাল। [830,1344,902,1364]
